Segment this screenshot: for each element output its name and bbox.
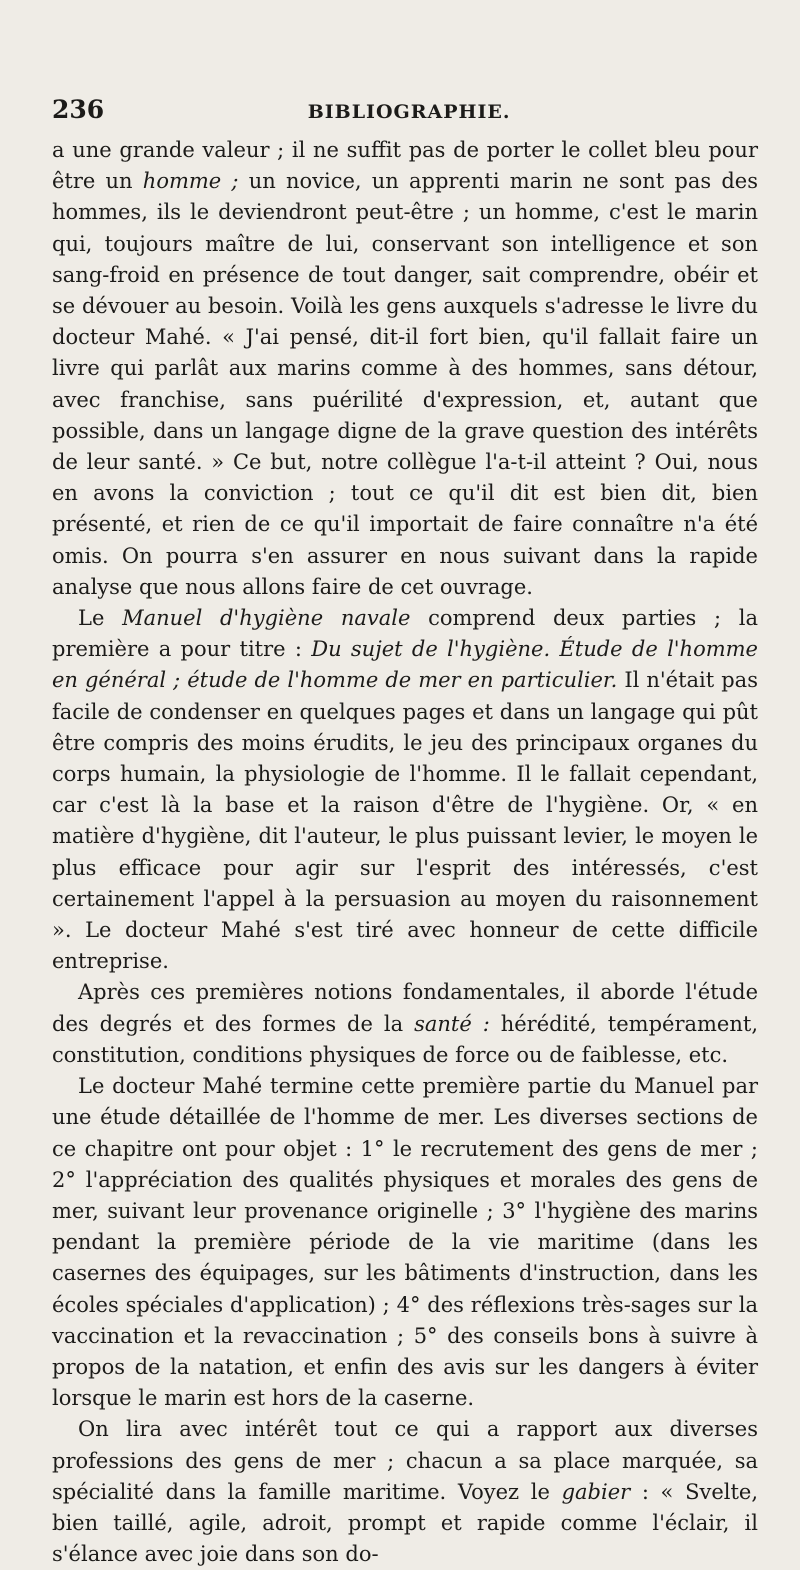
text-segment: Le [78,606,123,631]
body-text [52,135,758,1570]
text-segment: un novice, un apprenti marin ne sont pas des hommes, ils le deviendront peut-être ; un homme, c'est le marin qui, toujours maître de lui, conservant son intelligence et son sang-froid en présence de tout danger, sait comprendre, obéir et se dévouer au besoin. Voilà les gens auxquels s'adresse le livre du docteur Mahé. « J'ai pensé, dit-il fort bien, qu'il fallait faire un livre qui parlât aux marins comme à des hommes, sans détour, avec franchise, sans puérilité d'expression, et, autant que possible, dans un langage digne de la grave question des intérêts de leur santé. » Ce but, notre collègue l'a-t-il atteint ? Oui, nous en avons la conviction ; tout ce qu'il dit est bien dit, bien présenté, et rien de ce qu'il importait de faire connaître n'a été omis. On pourra s'en assurer en nous suivant dans la rapide analyse que nous allons faire de cet ouvrage. [52,169,759,599]
text-segment: On lira avec intérêt tout ce qui a rapport aux diverses professions des gens de mer ; chacun a sa place marquée, sa spécialité dans la famille maritime. Voyez le [52,1417,758,1504]
paragraph [52,135,758,603]
paragraph [52,1414,758,1570]
italic-text: Du sujet de l'hygiène. Étude de l'homme en général ; étude de l'homme de mer en particulier. [52,637,758,693]
page-number: 236 [52,95,105,124]
paragraph [52,1071,758,1414]
text-segment: comprend deux parties ; la première a pour titre : [52,606,758,662]
italic-text: gabier [561,1479,631,1504]
text-segment: a une grande valeur ; il ne suffit pas de porter le collet bleu pour être un [52,138,758,194]
text-segment: Après ces premières notions fondamentales, il aborde l'étude des degrés et des formes de la [52,980,758,1036]
text-segment: : « Svelte, bien taillé, agile, adroit, prompt et rapide comme l'éclair, il s'élance avec joie dans son do- [52,1479,759,1567]
paragraph [52,603,758,977]
italic-text: Manuel d'hygiène navale [122,606,411,631]
text-segment: hérédité, tempérament, constitution, conditions physiques de force ou de faiblesse, etc. [52,1011,758,1067]
text-segment: Le docteur Mahé termine cette première partie du Manuel par une étude détaillée de l'homme de mer. Les diverses sections de ce chapitre ont pour objet : 1° le recrutement des gens de mer ; 2° l'appréciation des qualités physiques et morales des gens de mer, suivant leur provenance originelle ; 3° l'hygiène des marins pendant la première période de la vie maritime (dans les casernes des équipages, sur les bâtiments d'instruction, dans les écoles spéciales d'application) ; 4° des réflexions très-sages sur la vaccination et la revaccination ; 5° des conseils bons à suivre à propos de la natation, et enfin des avis sur les dangers à éviter lorsque le marin est hors de la caserne. [52,1074,758,1411]
paragraph [52,977,758,1071]
italic-text: homme ; [142,169,239,194]
italic-text: santé : [414,1011,490,1036]
running-head: BIBLIOGRAPHIE. [307,101,511,123]
text-segment: Il n'était pas facile de condenser en quelques pages et dans un langage qui pût être compris des moins érudits, le jeu des principaux organes du corps humain, la physiologie de l'homme. Il le fallait cependant, car c'est là la base et la raison d'être de l'hygiène. Or, « en matière d'hygiène, dit l'auteur, le plus puissant levier, le moyen le plus efficace pour agir sur l'esprit des intéressés, c'est certainement l'appel à la persuasion au moyen du raisonnement ». Le docteur Mahé s'est tiré avec honneur de cette difficile entreprise. [52,668,758,974]
page-header [52,95,758,135]
